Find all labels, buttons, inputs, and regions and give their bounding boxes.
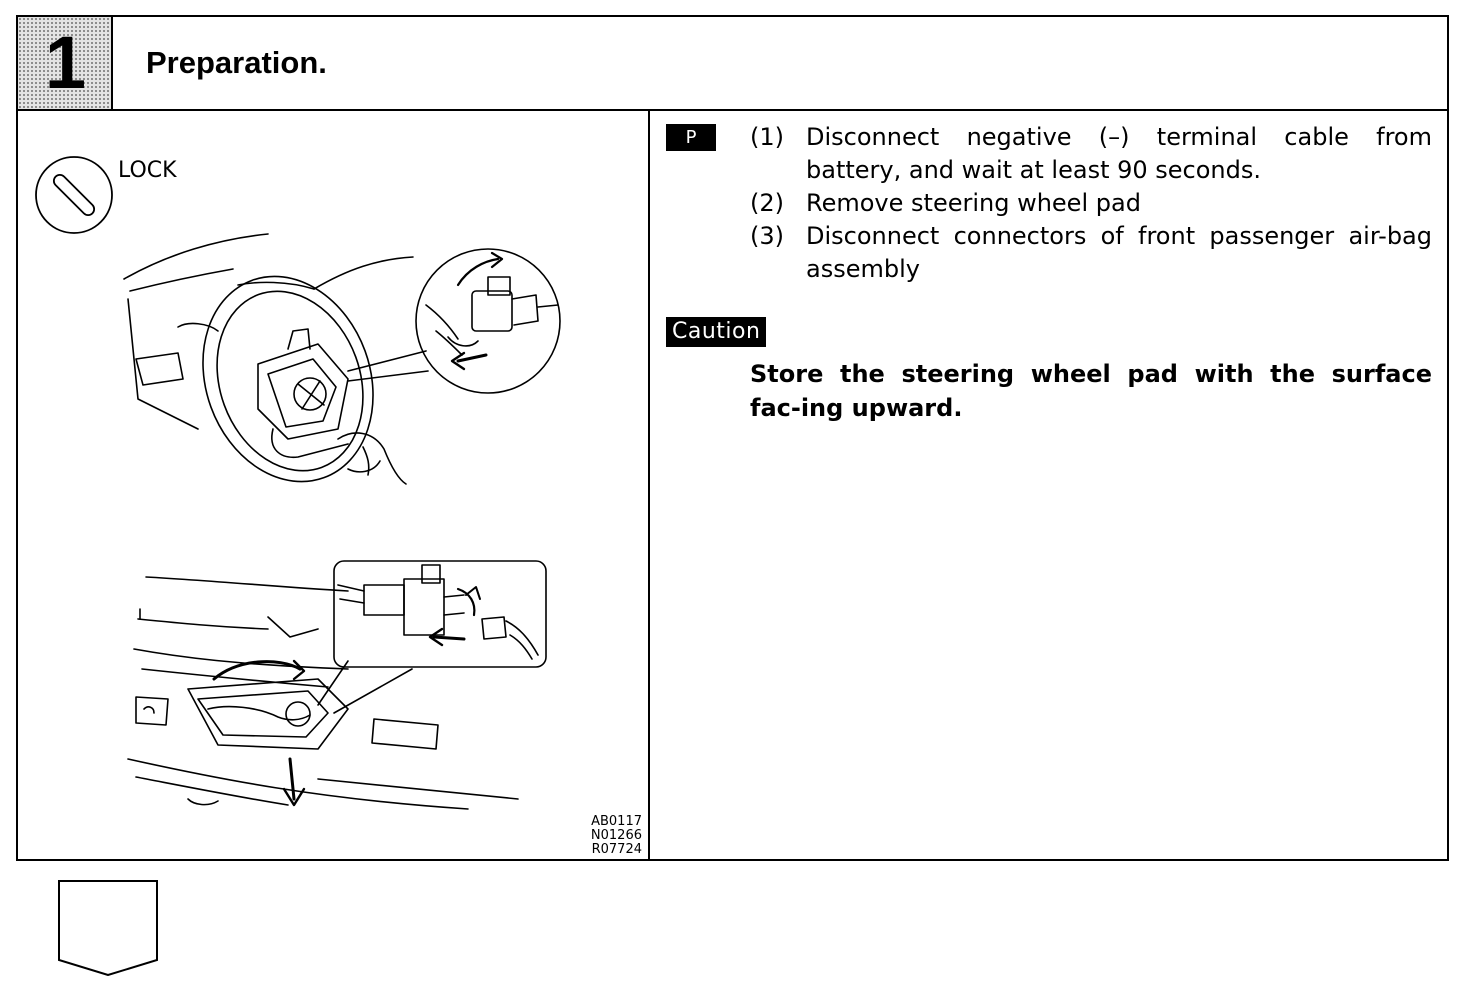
step-index: (3) — [750, 222, 784, 250]
step-header — [18, 17, 1447, 111]
procedure-steps — [750, 121, 1432, 286]
step-index: (2) — [750, 189, 784, 217]
caution-badge: Caution — [666, 317, 766, 347]
step-text: Disconnect connectors of front passenger air-bag assembly — [806, 222, 1432, 283]
page-tab-icon[interactable] — [58, 880, 158, 976]
procedure-badge: P — [666, 124, 716, 151]
procedure-step — [750, 220, 1432, 286]
figure-codes — [591, 815, 642, 857]
figure-code: R07724 — [591, 842, 642, 857]
caution-text: Store the steering wheel pad with the surface fac-ing upward. — [750, 360, 1432, 422]
passenger-dash-drawing — [128, 577, 518, 809]
connector-zoom-upper — [416, 249, 560, 393]
instruction-panel — [650, 109, 1447, 861]
figure-code: AB0117 — [591, 814, 642, 829]
illustration-panel — [18, 109, 650, 861]
step-number: 1 — [44, 21, 87, 104]
procedure-step — [750, 187, 1432, 220]
figure-code: N01266 — [590, 828, 642, 843]
step-title: Preparation. — [146, 45, 327, 80]
ignition-lock-icon — [36, 157, 112, 233]
procedure-sheet — [16, 15, 1449, 861]
step-text: Remove steering wheel pad — [806, 189, 1141, 217]
procedure-step — [750, 121, 1432, 187]
steering-wheel-drawing — [124, 234, 428, 506]
step-index: (1) — [750, 123, 784, 151]
connector-zoom-lower — [334, 561, 546, 667]
step-number-box — [18, 17, 113, 109]
step-text: Disconnect negative (–) terminal cable from battery, and wait at least 90 seconds. — [806, 123, 1432, 184]
steering-airbag-illustration — [18, 109, 648, 861]
lock-label: LOCK — [118, 158, 177, 183]
